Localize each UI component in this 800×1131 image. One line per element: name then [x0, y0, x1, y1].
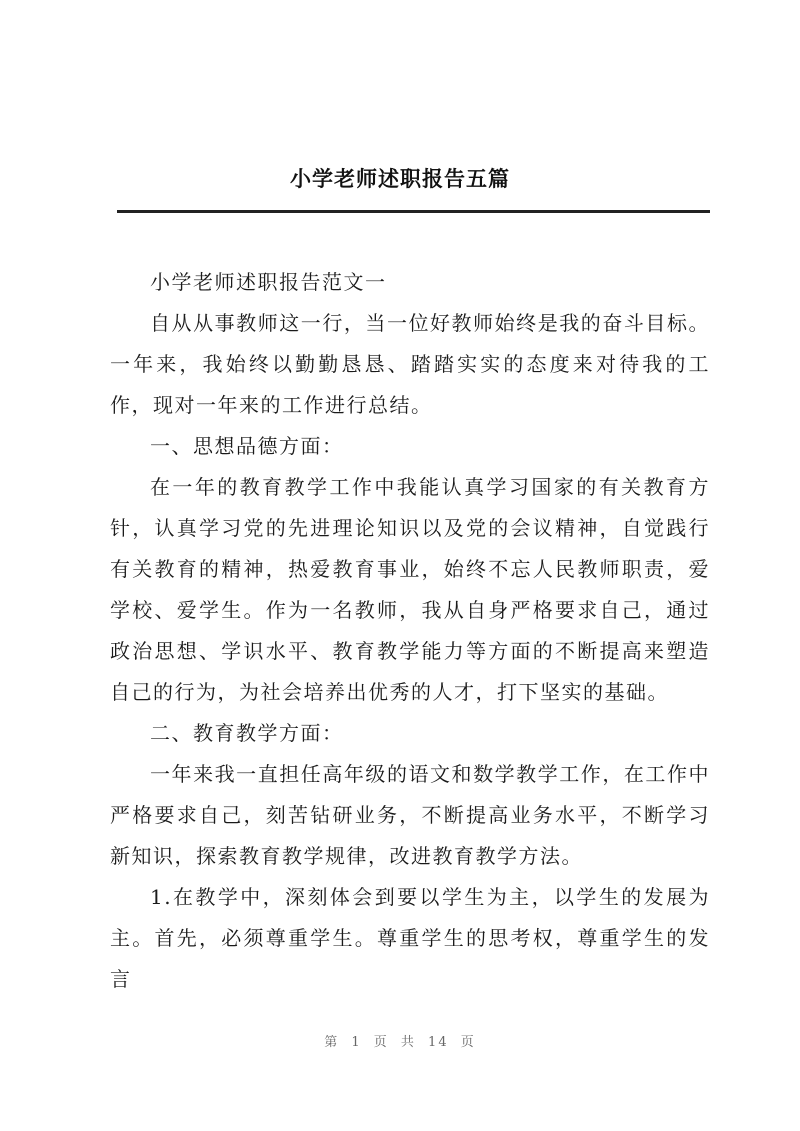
body-paragraph: 自从从事教师这一行，当一位好教师始终是我的奋斗目标。一年来，我始终以勤勤恳恳、踏踏实实的态度来对待我的工作，现对一年来的工作进行总结。 [110, 311, 710, 417]
section-heading: 一、思想品德方面： [150, 434, 344, 458]
title-underline-rule [117, 210, 710, 213]
page-number-footer: 第 1 页 共 14 页 [324, 1035, 476, 1050]
body-paragraph: 在一年的教育教学工作中我能认真学习国家的有关教育方针，认真学习党的先进理论知识以及党的会议精神，自觉践行有关教育的精神，热爱教育事业，始终不忘人民教师职责，爱学校、爱学生。作为一名教师，我从自身严格要求自己，通过政治思想、学识水平、教育教学能力等方面的不断提高来塑造自己的行为，为社会培养出优秀的人才，打下坚实的基础。 [110, 475, 710, 704]
document-title: 小学老师述职报告五篇 [290, 166, 510, 191]
document-body [110, 262, 710, 1000]
body-paragraph: 1.在教学中，深刻体会到要以学生为主，以学生的发展为主。首先，必须尊重学生。尊重学生的思考权，尊重学生的发言 [110, 885, 710, 991]
section-heading: 小学老师述职报告范文一 [150, 270, 387, 294]
section-heading: 二、教育教学方面： [150, 721, 344, 745]
body-paragraph: 一年来我一直担任高年级的语文和数学教学工作，在工作中严格要求自己，刻苦钻研业务，不断提高业务水平，不断学习新知识，探索教育教学规律，改进教育教学方法。 [110, 762, 710, 868]
